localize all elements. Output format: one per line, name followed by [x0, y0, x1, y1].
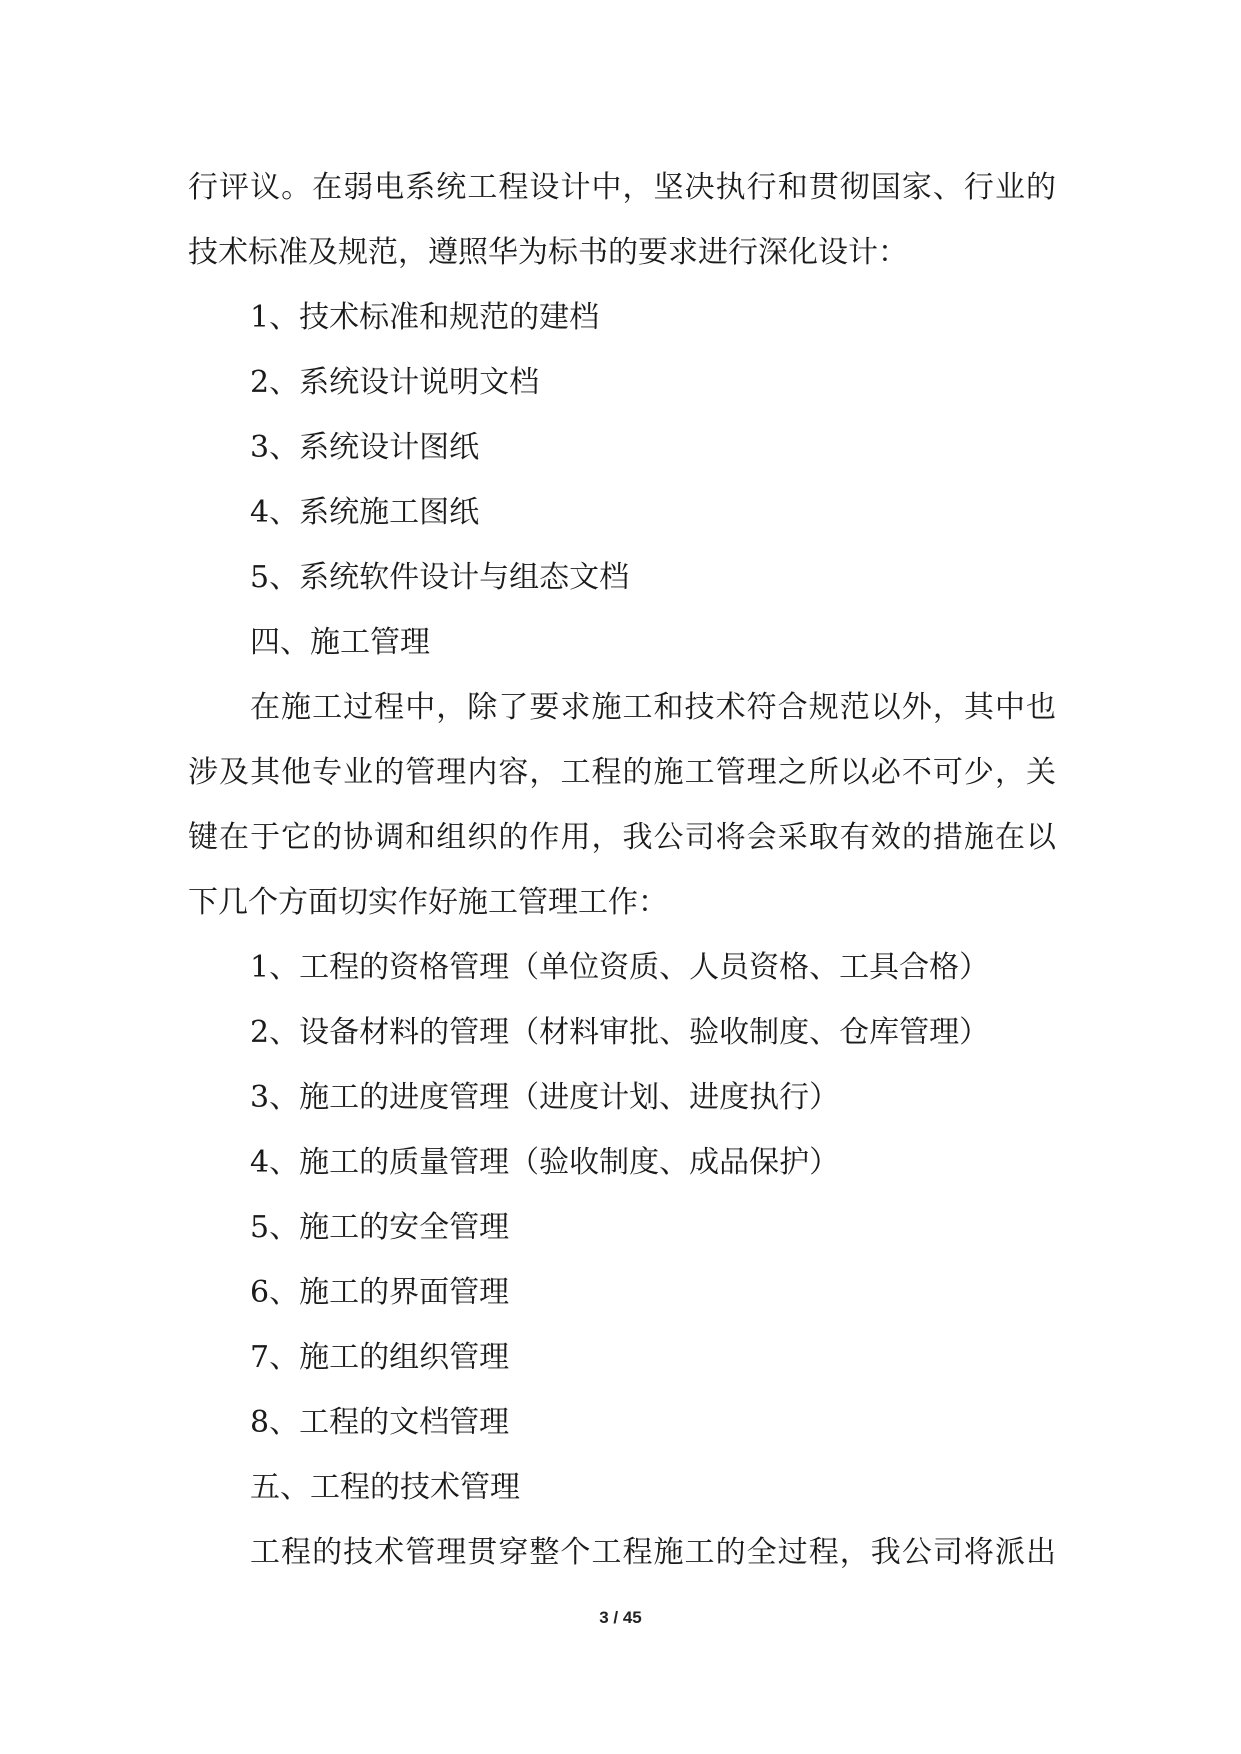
text-line: 在施工过程中，除了要求施工和技术符合规范以外，其中也: [250, 690, 1056, 725]
text-line: 3、施工的进度管理（进度计划、进度执行）: [250, 1080, 840, 1115]
page-number: 3 / 45: [599, 1608, 642, 1627]
text-line: 2、系统设计说明文档: [250, 365, 540, 400]
text-line: 3、系统设计图纸: [250, 430, 480, 465]
text-line: 4、系统施工图纸: [250, 495, 480, 530]
text-line: 行评议。在弱电系统工程设计中，坚决执行和贯彻国家、行业的: [188, 170, 1056, 205]
page-content: [188, 155, 1056, 1585]
text-line: 2、设备材料的管理（材料审批、验收制度、仓库管理）: [250, 1015, 990, 1050]
text-line: 4、施工的质量管理（验收制度、成品保护）: [250, 1145, 840, 1180]
text-line: 工程的技术管理贯穿整个工程施工的全过程，我公司将派出: [250, 1535, 1056, 1570]
text-line: 8、工程的文档管理: [250, 1405, 510, 1440]
text-line: 1、工程的资格管理（单位资质、人员资格、工具合格）: [250, 950, 990, 985]
text-line: 下几个方面切实作好施工管理工作：: [188, 885, 668, 920]
text-line: 6、施工的界面管理: [250, 1275, 510, 1310]
text-line: 5、施工的安全管理: [250, 1210, 510, 1245]
text-line: 1、技术标准和规范的建档: [250, 300, 600, 335]
text-line: 键在于它的协调和组织的作用，我公司将会采取有效的措施在以: [188, 820, 1056, 855]
text-line: 五、工程的技术管理: [250, 1470, 520, 1505]
text-line: 7、施工的组织管理: [250, 1340, 510, 1375]
text-line: 涉及其他专业的管理内容，工程的施工管理之所以必不可少，关: [188, 755, 1056, 790]
text-line: 四、施工管理: [250, 625, 430, 660]
text-line: 5、系统软件设计与组态文档: [250, 560, 630, 595]
text-line: 技术标准及规范，遵照华为标书的要求进行深化设计：: [188, 235, 908, 270]
